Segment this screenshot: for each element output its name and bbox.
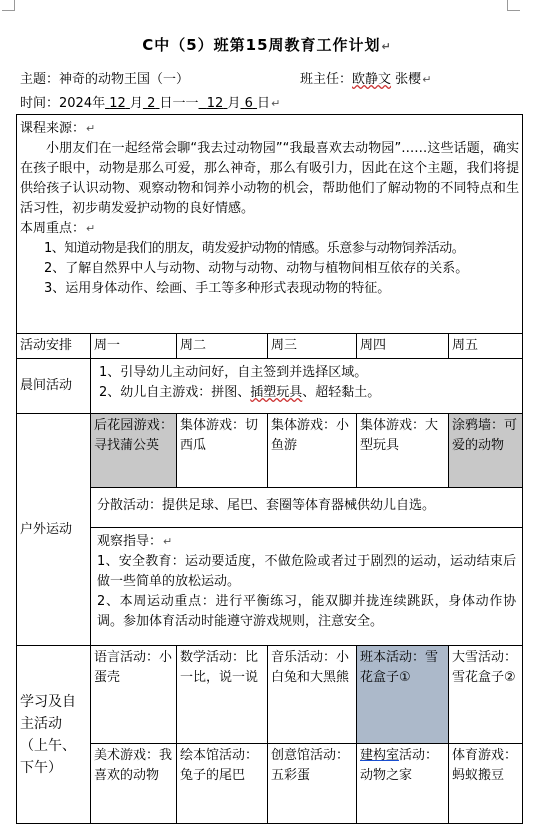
focus-item: 1、知道动物是我们的朋友，萌发爱护动物的情感。乐意参与动物饲养活动。: [44, 241, 465, 256]
source-label: 课程来源：↵: [20, 121, 96, 136]
study-label: 学习及自主活动（上午、下午）: [17, 646, 91, 824]
page-corner-mark: [2, 0, 15, 11]
header-cell: 周一: [91, 334, 177, 359]
outdoor-game-cell: 集体游戏：切西瓜: [177, 414, 268, 488]
focus-item: 2、了解自然界中人与动物、动物与动物、动物与植物间相互依存的关系。: [44, 261, 469, 276]
header-cell: 周二: [177, 334, 268, 359]
focus-item: 3、运用身体动作、绘画、手工等多种形式表现动物的特征。: [44, 281, 391, 296]
outdoor-game-cell: 集体游戏：小鱼游: [268, 414, 357, 488]
study-cell: 建构室活动：动物之家: [357, 744, 449, 824]
course-source-cell: [17, 115, 523, 334]
study-cell: 数学活动：比一比，说一说: [177, 646, 268, 744]
teacher-name: 张樱: [395, 72, 422, 87]
outdoor-game-cell: 后花园游戏：寻找蒲公英: [91, 414, 177, 488]
study-cell: 大雪活动：雪花盒子②: [449, 646, 523, 744]
study-cell: 音乐活动：小白兔和大黑熊: [268, 646, 357, 744]
observation-cell: 观察指导：↵ 1、安全教育：运动要适度，不做危险或者过于剧烈的运动，运动结束后做一些简单的放松运动。 2、本周运动重点：进行平衡练习，能双脚并拢连续跳跃，身体动作协调。参加体育活动时能遵守游戏规则，注意安全。: [91, 528, 523, 646]
outdoor-label: 户外运动: [17, 414, 91, 646]
outdoor-game-cell: 集体游戏：大型玩具: [357, 414, 449, 488]
header-cell: 活动安排: [17, 334, 91, 359]
study-cell: 创意馆活动：五彩蛋: [268, 744, 357, 824]
theme-line: 主题：神奇的动物王国（一）: [20, 72, 190, 87]
study-cell: 班本活动：雪花盒子①: [357, 646, 449, 744]
plan-table: [16, 114, 523, 824]
study-cell: 美术游戏：我喜欢的动物: [91, 744, 177, 824]
morning-cell: 1、引导幼儿主动问好，自主签到并选择区域。 2、幼儿自主游戏：拼图、插塑玩具、超轻黏土。: [91, 359, 523, 414]
date-line: 时间：2024年 12 月 2 日一一 12 月 6 日↵: [20, 96, 281, 111]
teacher-name: 欧静文: [352, 72, 392, 87]
header-cell: 周五: [449, 334, 523, 359]
study-cell: 绘本馆活动：兔子的尾巴: [177, 744, 268, 824]
outdoor-game-cell: 涂鸦墙：可爱的动物: [449, 414, 523, 488]
scatter-activity: 分散活动：提供足球、尾巴、套圈等体育器械供幼儿自选。: [91, 488, 523, 528]
theme-value: 神奇的动物王国（一）: [59, 72, 190, 87]
document-title: C中（5）班第15周教育工作计划↵: [142, 36, 392, 54]
source-text: 小朋友们在一起经常会聊“我去过动物园”“我最喜欢去动物园”……这些话题，确实在孩子眼中，动物是那么可爱，那么神奇，那么有吸引力，因此在这个主题，我们将提供给孩子认识动物、观察动物和饲养小动物的机会，帮助他们了解动物的不同特点和生活习性，初步萌发爱护动物的良好情感。: [20, 141, 520, 216]
header-cell: 周四: [357, 334, 449, 359]
morning-label: 晨间活动: [17, 359, 91, 414]
page-corner-mark: [507, 0, 520, 11]
header-row: [17, 334, 523, 359]
header-cell: 周三: [268, 334, 357, 359]
study-cell: 体育游戏：蚂蚁搬豆: [449, 744, 523, 824]
teacher-line: 班主任：欧静文 张樱↵: [300, 72, 432, 87]
focus-label: 本周重点：↵: [20, 221, 96, 236]
study-cell: 语言活动：小蛋壳: [91, 646, 177, 744]
